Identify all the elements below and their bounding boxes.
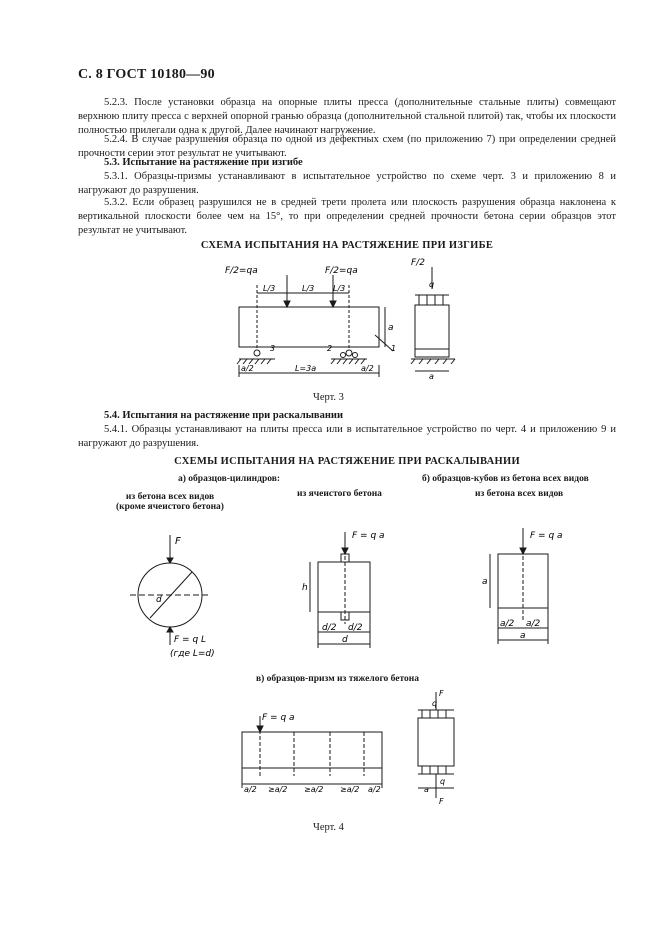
fig4b-F: F = q a: [530, 531, 563, 541]
prism-specimen: [242, 732, 382, 768]
fig4v-side-F-top: F: [439, 689, 444, 698]
cube-label: из бетона всех видов: [475, 489, 564, 499]
fig4v-ahalf-right: a/2: [368, 785, 381, 794]
fig3-load-left-label: F/2=qa: [225, 266, 258, 276]
paragraph-5-3-1: 5.3.1. Образцы-призмы устанавливают в испытательное устройство по схеме черт. 3 и приложению 8 и нагружают до разрушения.: [78, 171, 616, 197]
paragraph-5-3-2: 5.3.2. Если образец разрушился не в средней трети пролета или плоскость разрушения образца наклонена к вертикальной плоскости более чем на 15°, то при определении средней прочности бетона серии образцов этот результат не учитывают.: [78, 197, 616, 237]
fig4b-ahalf-1: a/2: [500, 619, 515, 629]
figure-4-title: СХЕМЫ ИСПЫТАНИЯ НА РАСТЯЖЕНИЕ ПРИ РАСКАЛЫВАНИИ: [174, 456, 520, 467]
fig4a-cell-dhalf-2: d/2: [348, 623, 363, 633]
fig4v-side-q-bottom: q: [440, 777, 446, 786]
fig3-height-a: a: [388, 323, 394, 333]
cylinder-label: из бетона всех видов (кроме ячеистого бетона): [116, 492, 224, 512]
fig4v-ge-2: ≥a/2: [304, 785, 324, 794]
fig4v-ahalf-left: a/2: [244, 785, 257, 794]
cellular-cube-specimen: [318, 562, 370, 612]
fig3-width-a: a: [429, 372, 434, 381]
prism-cross-section: [418, 718, 454, 766]
figure-3-drawing: [225, 255, 465, 385]
figure-4ab-drawing: [120, 520, 580, 670]
figure-3-title: СХЕМА ИСПЫТАНИЯ НА РАСТЯЖЕНИЕ ПРИ ИЗГИБЕ: [200, 240, 494, 251]
fig4a-cell-dhalf-1: d/2: [322, 623, 337, 633]
fig3-mark-3: 3: [270, 344, 276, 353]
fig4v-ge-1: ≥a/2: [268, 785, 288, 794]
beam-specimen: [239, 307, 379, 347]
cellular-concrete-label: из ячеистого бетона: [297, 489, 382, 499]
group-v-label: в) образцов-призм из тяжелого бетона: [256, 674, 420, 684]
group-a-label: а) образцов-цилиндров:: [178, 474, 281, 484]
page-header: С. 8 ГОСТ 10180—90: [78, 67, 215, 82]
fig3-a-half-right: a/2: [361, 364, 374, 373]
fig3-a-half-left: a/2: [241, 364, 254, 373]
fig3-q: q: [429, 280, 435, 289]
fig4b-a-side: a: [482, 577, 488, 587]
fig4v-F: F = q a: [262, 713, 295, 723]
fig4b-ahalf-2: a/2: [526, 619, 541, 629]
fig4b-a-bottom: a: [520, 631, 526, 641]
fig3-load-right-label: F/2=qa: [325, 266, 358, 276]
beam-cross-section: [415, 305, 449, 349]
fig3-side-load-label: F/2: [411, 258, 425, 268]
figure-4-caption: Черт. 4: [313, 822, 344, 833]
fig3-third-2: L/3: [302, 284, 315, 293]
fig4v-side-a: a: [424, 785, 429, 794]
figure-3-caption: Черт. 3: [313, 392, 344, 403]
fig4a-F-top: F: [175, 536, 181, 547]
fig4a-cell-d: d: [342, 635, 348, 645]
paragraph-5-2-4: 5.2.4. В случае разрушения образца по одной из дефектных схем (по приложению 7) при определении средней прочности серии этот результат не учитывают.: [78, 134, 616, 160]
fig3-third-3: L/3: [333, 284, 346, 293]
fig4a-F-qL: F = q L: [174, 635, 207, 645]
fig3-mark-2: 2: [327, 344, 333, 353]
section-5-4-heading: 5.4. Испытания на растяжение при раскалывании: [104, 410, 343, 421]
fig4a-cell-h: h: [302, 583, 308, 593]
fig3-span: L=3a: [295, 364, 317, 373]
figure-4v-drawing: [232, 688, 462, 806]
fig3-third-1: L/3: [263, 284, 276, 293]
fig3-mark-1: 1: [391, 344, 397, 353]
fig4v-side-q-top: q: [432, 699, 438, 708]
paragraph-5-2-3: 5.2.3. После установки образца на опорные плиты пресса (дополнительные стальные плиты) совмещают верхнюю плиту пресса с верхней опорной гранью образца (дополнительной стальной плитой) так, чтобы их плоскости полностью прилегали одна к другой. Далее начинают нагружение.: [78, 97, 616, 137]
fig4a-where: (где L=d): [170, 649, 215, 659]
fig4v-ge-3: ≥a/2: [340, 785, 360, 794]
fig4v-side-F-bottom: F: [439, 797, 444, 806]
fig4a-cell-F: F = q a: [352, 531, 385, 541]
group-b-label: б) образцов-кубов из бетона всех видов: [422, 474, 589, 484]
section-5-3-heading: 5.3. Испытание на растяжение при изгибе: [104, 157, 303, 168]
paragraph-5-4-1: 5.4.1. Образцы устанавливают на плиты пресса или в испытательное устройство по черт. 4 и приложению 9 и нагружают до разрушения.: [78, 424, 616, 450]
fig4a-d: d: [156, 595, 162, 605]
